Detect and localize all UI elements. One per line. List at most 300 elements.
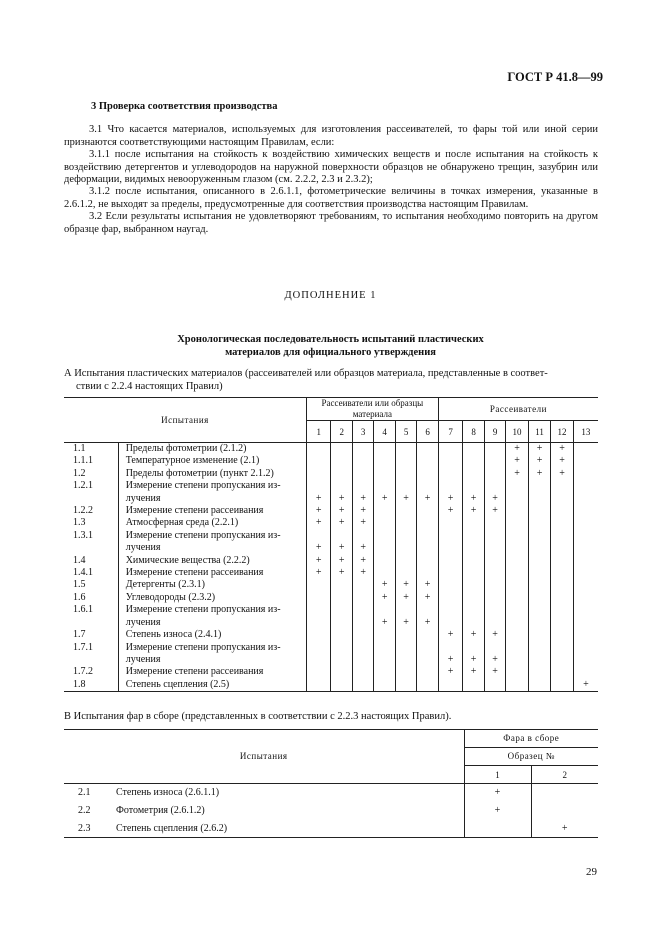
row-mark	[438, 530, 463, 542]
row-mark: +	[438, 505, 463, 517]
row-number: 1.2	[73, 467, 86, 479]
row-mark	[551, 617, 574, 629]
row-mark: +	[395, 592, 416, 604]
table-row	[64, 820, 598, 838]
row-mark	[484, 592, 505, 604]
row-mark	[506, 604, 529, 616]
table-a-col-header: 3	[352, 421, 373, 443]
table-a-col-header: 12	[551, 421, 574, 443]
row-mark: +	[573, 679, 598, 692]
row-mark	[352, 455, 373, 467]
table-b-caption: В Испытания фар в сборе (представленных в соответствии с 2.2.3 настоящих Правил).	[64, 711, 452, 722]
row-mark	[484, 517, 505, 529]
row-mark	[417, 517, 438, 529]
row-mark	[417, 480, 438, 492]
row-mark	[417, 530, 438, 542]
row-mark: +	[306, 555, 331, 567]
row-mark: +	[417, 579, 438, 591]
row-mark	[306, 530, 331, 542]
row-mark	[528, 579, 551, 591]
row-mark: +	[395, 493, 416, 505]
row-mark	[573, 443, 598, 456]
row-mark: +	[463, 629, 484, 641]
row-test-name: Детергенты (2.3.1)	[118, 579, 306, 591]
row-mark	[528, 592, 551, 604]
row-mark	[352, 579, 373, 591]
row-mark: +	[506, 443, 529, 456]
row-mark	[531, 784, 598, 802]
table-row	[64, 629, 598, 641]
row-mark: +	[528, 468, 551, 480]
row-mark	[352, 604, 373, 616]
row-mark	[573, 654, 598, 666]
row-mark	[573, 592, 598, 604]
table-row	[64, 654, 598, 666]
table-row	[64, 617, 598, 629]
paragraph-3-2: 3.2 Если результаты испытания не удовлетворяют требованиям, то испытания необходимо повторить на другом образце фар, выбранном наугад.	[64, 211, 598, 235]
row-test-name: Измерение степени пропускания из-	[118, 642, 306, 654]
row-mark	[551, 505, 574, 517]
row-test-name: лучения	[118, 617, 306, 629]
row-mark: +	[464, 802, 531, 820]
row-mark	[506, 666, 529, 678]
row-mark	[463, 555, 484, 567]
row-mark: +	[484, 654, 505, 666]
table-row	[64, 493, 598, 505]
row-mark: +	[331, 555, 352, 567]
row-mark	[573, 455, 598, 467]
row-mark	[352, 480, 373, 492]
row-mark	[463, 480, 484, 492]
row-mark	[395, 679, 416, 692]
table-a-header-tests: Испытания	[64, 398, 306, 443]
row-test-name: Углеводороды (2.3.2)	[118, 592, 306, 604]
table-row	[64, 468, 598, 480]
row-mark	[551, 679, 574, 692]
row-mark	[374, 666, 395, 678]
table-a-col-header: 10	[506, 421, 529, 443]
row-mark	[528, 542, 551, 554]
row-number: 1.7	[73, 629, 86, 641]
row-mark: +	[531, 820, 598, 838]
row-test-name: Измерение степени пропускания из-	[118, 530, 306, 542]
row-mark	[438, 555, 463, 567]
row-mark	[352, 617, 373, 629]
row-mark	[484, 555, 505, 567]
table-b-col-header: 1	[464, 766, 531, 784]
row-mark	[352, 679, 373, 692]
row-mark	[395, 567, 416, 579]
row-number: 1.3	[73, 517, 86, 529]
row-mark	[306, 654, 331, 666]
row-mark	[417, 455, 438, 467]
table-b-header-tests: Испытания	[64, 730, 464, 784]
row-mark	[306, 666, 331, 678]
row-mark	[528, 505, 551, 517]
table-row	[64, 530, 598, 542]
row-mark	[463, 542, 484, 554]
row-mark	[438, 542, 463, 554]
row-mark	[331, 455, 352, 467]
row-mark	[306, 617, 331, 629]
row-mark	[331, 592, 352, 604]
row-mark: +	[417, 592, 438, 604]
row-mark	[463, 617, 484, 629]
row-number: 1.2.2	[73, 505, 93, 517]
row-mark	[463, 455, 484, 467]
table-a-col-header: 2	[331, 421, 352, 443]
table-row	[64, 604, 598, 616]
row-mark	[528, 604, 551, 616]
row-mark	[331, 617, 352, 629]
row-mark: +	[463, 654, 484, 666]
row-mark	[551, 555, 574, 567]
row-number	[64, 617, 118, 629]
row-mark	[438, 517, 463, 529]
row-mark	[395, 654, 416, 666]
row-mark	[484, 455, 505, 467]
row-mark	[528, 517, 551, 529]
row-mark	[484, 443, 505, 456]
row-mark	[463, 679, 484, 692]
row-mark	[484, 530, 505, 542]
table-row	[64, 784, 598, 802]
row-mark	[306, 592, 331, 604]
row-mark	[306, 679, 331, 692]
table-a-col-header: 1	[306, 421, 331, 443]
table-row	[64, 642, 598, 654]
row-number: 2.1	[78, 787, 91, 799]
table-a-col-header: 7	[438, 421, 463, 443]
row-mark	[417, 642, 438, 654]
table-row	[64, 592, 598, 604]
row-mark	[352, 443, 373, 456]
row-mark: +	[331, 567, 352, 579]
row-mark: +	[417, 617, 438, 629]
row-mark	[484, 617, 505, 629]
row-mark	[573, 642, 598, 654]
row-mark	[438, 455, 463, 467]
table-row	[64, 505, 598, 517]
row-mark	[551, 480, 574, 492]
row-number: 1.7.2	[73, 666, 93, 678]
row-test-name: Степень износа (2.4.1)	[118, 629, 306, 641]
row-mark	[331, 468, 352, 480]
row-number: 1.8	[64, 679, 118, 692]
row-mark: +	[306, 542, 331, 554]
row-mark: +	[306, 517, 331, 529]
row-mark: +	[331, 505, 352, 517]
row-mark: +	[506, 455, 529, 467]
row-mark	[438, 592, 463, 604]
row-mark	[331, 579, 352, 591]
row-mark	[395, 480, 416, 492]
row-mark: +	[395, 617, 416, 629]
row-mark	[531, 802, 598, 820]
row-test-name: Фотометрия (2.6.1.2)	[116, 805, 205, 816]
row-mark	[438, 604, 463, 616]
row-mark	[551, 642, 574, 654]
row-mark	[528, 555, 551, 567]
table-row	[64, 666, 598, 678]
row-mark	[573, 517, 598, 529]
row-test-name: Степень износа (2.6.1.1)	[116, 787, 220, 799]
row-number: 1.2.1	[73, 480, 93, 492]
row-mark	[484, 468, 505, 480]
row-mark: +	[352, 517, 373, 529]
table-row	[64, 455, 598, 467]
row-mark: +	[374, 592, 395, 604]
row-mark	[331, 679, 352, 692]
row-mark	[374, 642, 395, 654]
row-mark	[306, 455, 331, 467]
row-mark	[352, 666, 373, 678]
row-test-name: Пределы фотометрии (2.1.2)	[118, 443, 306, 456]
row-number: 1.3.1	[73, 529, 93, 541]
row-mark	[463, 443, 484, 456]
row-mark	[506, 679, 529, 692]
row-mark	[438, 617, 463, 629]
row-mark	[506, 629, 529, 641]
row-mark: +	[463, 493, 484, 505]
row-mark	[417, 654, 438, 666]
main-title	[0, 333, 661, 359]
row-test-name: лучения	[118, 542, 306, 554]
row-mark	[395, 530, 416, 542]
row-mark	[551, 517, 574, 529]
row-mark	[573, 629, 598, 641]
row-mark	[463, 530, 484, 542]
table-a	[64, 397, 598, 692]
row-mark	[573, 666, 598, 678]
row-mark	[395, 517, 416, 529]
row-mark	[438, 468, 463, 480]
row-mark	[506, 592, 529, 604]
table-row	[64, 517, 598, 529]
row-mark	[484, 579, 505, 591]
row-mark: +	[438, 629, 463, 641]
row-mark	[464, 820, 531, 838]
row-mark	[374, 679, 395, 692]
row-mark: +	[374, 617, 395, 629]
row-mark	[506, 542, 529, 554]
row-mark	[528, 679, 551, 692]
row-mark	[395, 443, 416, 456]
row-mark	[352, 642, 373, 654]
row-mark	[374, 468, 395, 480]
row-mark	[331, 642, 352, 654]
table-row	[64, 555, 598, 567]
row-mark	[573, 530, 598, 542]
row-test-name: Температурное изменение (2.1)	[118, 455, 306, 467]
row-mark: +	[331, 493, 352, 505]
row-mark: +	[551, 455, 574, 467]
row-mark	[438, 642, 463, 654]
row-mark	[463, 517, 484, 529]
row-test-name: Пределы фотометрии (пункт 2.1.2)	[118, 468, 306, 480]
table-b-col-header: 2	[531, 766, 598, 784]
row-mark	[484, 567, 505, 579]
row-mark: +	[352, 555, 373, 567]
row-mark	[463, 604, 484, 616]
document-code: ГОСТ Р 41.8—99	[507, 70, 603, 84]
row-number: 1.4.1	[73, 567, 93, 579]
row-mark	[306, 480, 331, 492]
row-test-name: Измерение степени пропускания из-	[118, 604, 306, 616]
row-mark	[438, 579, 463, 591]
table-a-header-group1: Рассеиватели или образцы материала	[306, 398, 438, 421]
row-mark	[306, 629, 331, 641]
row-mark: +	[352, 493, 373, 505]
row-mark	[417, 555, 438, 567]
row-mark	[573, 617, 598, 629]
row-mark	[374, 555, 395, 567]
table-a-caption-line2: ствии с 2.2.4 настоящих Правил)	[76, 380, 223, 392]
row-mark: +	[484, 505, 505, 517]
table-a-header-group2: Рассеиватели	[438, 398, 598, 421]
row-mark	[331, 480, 352, 492]
row-mark: +	[464, 784, 531, 802]
paragraph-3-1: 3.1 Что касается материалов, используемых для изготовления рассеивателей, то фары той или иной серии признаются соответствующими настоящим Правилам, если:	[64, 124, 598, 148]
row-test-name: Атмосферная среда (2.2.1)	[118, 517, 306, 529]
row-test-name: Измерение степени рассеивания	[118, 666, 306, 678]
row-mark: +	[484, 493, 505, 505]
row-mark	[506, 567, 529, 579]
row-mark	[306, 642, 331, 654]
paragraph-3-1-2: 3.1.2 после испытания, описанного в 2.6.1.1, фотометрические величины в точках измерения, указанные в 2.6.1.2, не выходят за пределы, предусмотренные для соответствия производства настоящим Правилам.	[64, 186, 598, 210]
row-mark	[352, 592, 373, 604]
row-mark	[417, 666, 438, 678]
row-mark: +	[352, 567, 373, 579]
row-mark	[306, 579, 331, 591]
row-test-name: лучения	[118, 654, 306, 666]
row-mark: +	[352, 505, 373, 517]
row-mark: +	[484, 629, 505, 641]
row-mark	[506, 555, 529, 567]
row-mark	[528, 642, 551, 654]
row-mark	[573, 493, 598, 505]
row-mark: +	[374, 579, 395, 591]
row-mark: +	[395, 579, 416, 591]
row-mark	[506, 579, 529, 591]
row-mark: +	[331, 542, 352, 554]
row-mark	[484, 642, 505, 654]
row-mark	[395, 542, 416, 554]
row-test-name: Измерение степени рассеивания	[118, 505, 306, 517]
row-mark: +	[528, 455, 551, 467]
row-mark	[484, 542, 505, 554]
row-mark	[551, 666, 574, 678]
row-mark	[331, 530, 352, 542]
row-mark	[484, 480, 505, 492]
row-mark: +	[438, 493, 463, 505]
row-mark	[506, 530, 529, 542]
row-mark	[506, 654, 529, 666]
row-mark: +	[374, 493, 395, 505]
table-b-header-sub: Образец №	[464, 748, 598, 766]
row-mark	[551, 654, 574, 666]
row-mark	[306, 604, 331, 616]
row-mark	[417, 443, 438, 456]
main-title-line1: Хронологическая последовательность испытаний пластических	[177, 334, 484, 345]
row-mark	[374, 654, 395, 666]
table-a-col-header: 8	[463, 421, 484, 443]
row-mark	[352, 654, 373, 666]
row-mark	[463, 642, 484, 654]
row-number	[64, 493, 118, 505]
row-number: 1.6	[73, 591, 86, 603]
row-mark	[463, 579, 484, 591]
row-mark	[374, 604, 395, 616]
row-number: 2.3	[64, 820, 112, 838]
row-mark	[506, 505, 529, 517]
row-mark	[374, 530, 395, 542]
row-mark	[374, 567, 395, 579]
table-row	[64, 579, 598, 591]
row-mark	[463, 468, 484, 480]
row-mark	[374, 443, 395, 456]
row-number: 1.7.1	[73, 641, 93, 653]
row-mark	[374, 517, 395, 529]
table-a-col-header: 13	[573, 421, 598, 443]
row-mark	[306, 443, 331, 456]
row-mark	[573, 480, 598, 492]
table-b	[64, 729, 598, 838]
row-mark	[395, 505, 416, 517]
row-mark: +	[352, 542, 373, 554]
row-mark: +	[331, 517, 352, 529]
row-mark	[395, 555, 416, 567]
table-row	[64, 480, 598, 492]
row-mark	[528, 567, 551, 579]
row-mark	[573, 604, 598, 616]
row-mark	[528, 617, 551, 629]
row-mark	[551, 592, 574, 604]
row-mark	[395, 642, 416, 654]
row-mark	[352, 468, 373, 480]
row-mark	[417, 567, 438, 579]
row-test-name: Химические вещества (2.2.2)	[118, 555, 306, 567]
row-mark	[528, 666, 551, 678]
row-mark	[395, 666, 416, 678]
row-mark	[374, 629, 395, 641]
row-mark	[484, 604, 505, 616]
table-a-col-header: 5	[395, 421, 416, 443]
row-mark	[551, 604, 574, 616]
table-a-caption	[64, 368, 598, 393]
row-mark	[551, 567, 574, 579]
row-mark: +	[306, 567, 331, 579]
table-row	[64, 542, 598, 554]
row-mark	[573, 567, 598, 579]
row-mark	[417, 629, 438, 641]
row-mark	[374, 455, 395, 467]
row-mark: +	[463, 666, 484, 678]
row-number: 1.1.1	[73, 455, 93, 467]
row-mark	[331, 604, 352, 616]
row-mark	[528, 493, 551, 505]
table-a-col-header: 6	[417, 421, 438, 443]
row-mark	[551, 579, 574, 591]
page-number: 29	[586, 866, 597, 878]
row-mark	[352, 629, 373, 641]
row-mark	[573, 555, 598, 567]
row-test-name: Степень сцепления (2.6.2)	[112, 820, 464, 838]
row-mark	[438, 480, 463, 492]
row-mark: +	[551, 443, 574, 456]
row-mark	[506, 480, 529, 492]
row-mark	[528, 654, 551, 666]
